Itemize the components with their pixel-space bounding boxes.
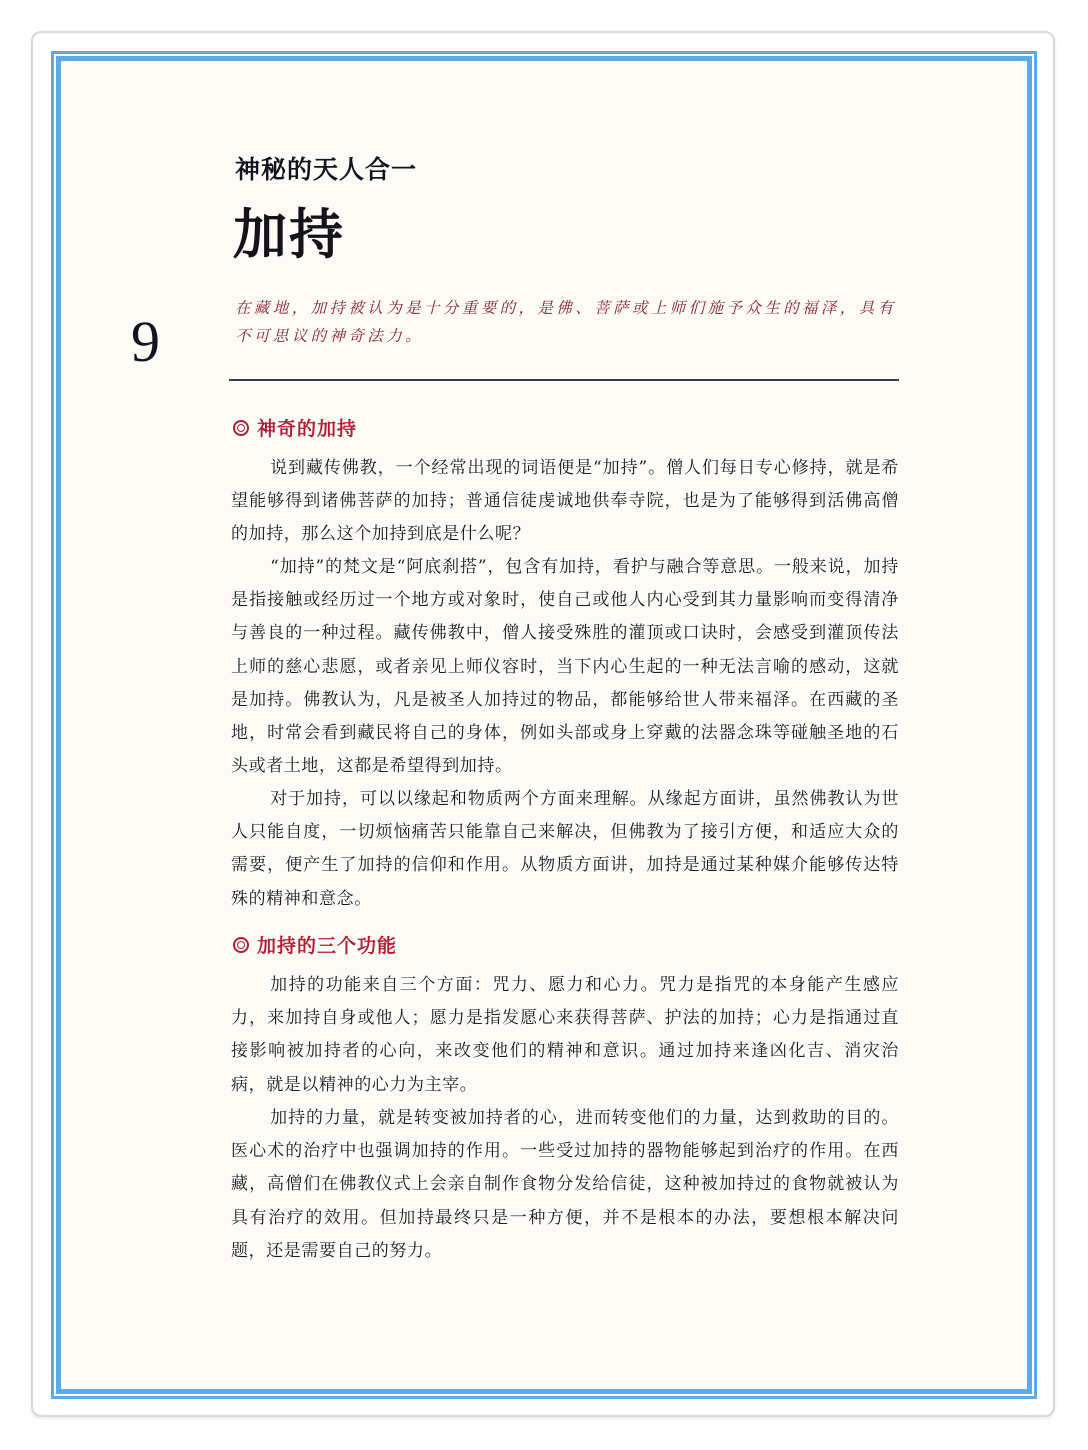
section-heading	[233, 414, 357, 441]
paragraph: “加持”的梵文是“阿底刹搭”，包含有加持，看护与融合等意思。一般来说，加持是指接触或经历过一个地方或对象时，使自己或他人内心受到其力量影响而变得清净与善良的一种过程。藏传佛教中，僧人接受殊胜的灌顶或口诀时，会感受到灌顶传法上师的慈心悲愿，或者亲见上师仪容时，当下内心生起的一种无法言喻的感动，这就是加持。佛教认为，凡是被圣人加持过的物品，都能够给世人带来福泽。在西藏的圣地，时常会看到藏民将自己的身体，例如头部或身上穿戴的法器念珠等碰触圣地的石头或者土地，这都是希望得到加持。	[231, 557, 899, 777]
series-kicker: 神秘的天人合一	[235, 155, 418, 184]
double-circle-bullet-icon	[233, 420, 249, 436]
chapter-number: 9	[131, 309, 160, 374]
paragraph: 加持的力量，就是转变被加持者的心，进而转变他们的力量，达到救助的目的。医心术的治疗中也强调加持的作用。一些受过加持的器物能够起到治疗的作用。在西藏，高僧们在佛教仪式上会亲自制作食物分发给信徒，这种被加持过的食物就被认为具有治疗的效用。但加持最终只是一种方便，并不是根本的办法，要想根本解决问题，还是需要自己的努力。	[231, 1108, 899, 1261]
double-circle-bullet-icon	[233, 937, 249, 953]
section-heading-text: 神奇的加持	[257, 418, 358, 440]
section-heading	[233, 931, 397, 958]
paragraph: 对于加持，可以以缘起和物质两个方面来理解。从缘起方面讲，虽然佛教认为世人只能自度，一切烦恼痛苦只能靠自己来解决，但佛教为了接引方便，和适应大众的需要，便产生了加持的信仰和作用。从物质方面讲，加持是通过某种媒介能够传达特殊的精神和意念。	[231, 789, 899, 909]
header-divider	[229, 379, 899, 381]
page-title: 加持	[233, 202, 345, 266]
section-heading-text: 加持的三个功能	[257, 935, 398, 957]
chapter-intro: 在藏地，加持被认为是十分重要的，是佛、菩萨或上师们施予众生的福泽，具有不可思议的神奇法力。	[235, 299, 897, 345]
paragraph: 说到藏传佛教，一个经常出现的词语便是“加持”。僧人们每日专心修持，就是希望能够得到诸佛菩萨的加持；普通信徒虔诚地供奉寺院，也是为了能够得到活佛高僧的加持，那么这个加持到底是什么呢？	[231, 458, 899, 545]
paragraph: 加持的功能来自三个方面：咒力、愿力和心力。咒力是指咒的本身能产生感应力，来加持自身或他人；愿力是指发愿心来获得菩萨、护法的加持；心力是指通过直接影响被加持者的心向，来改变他们的精神和意识。通过加持来逢凶化吉、消灾治病，就是以精神的心力为主宰。	[231, 975, 899, 1095]
